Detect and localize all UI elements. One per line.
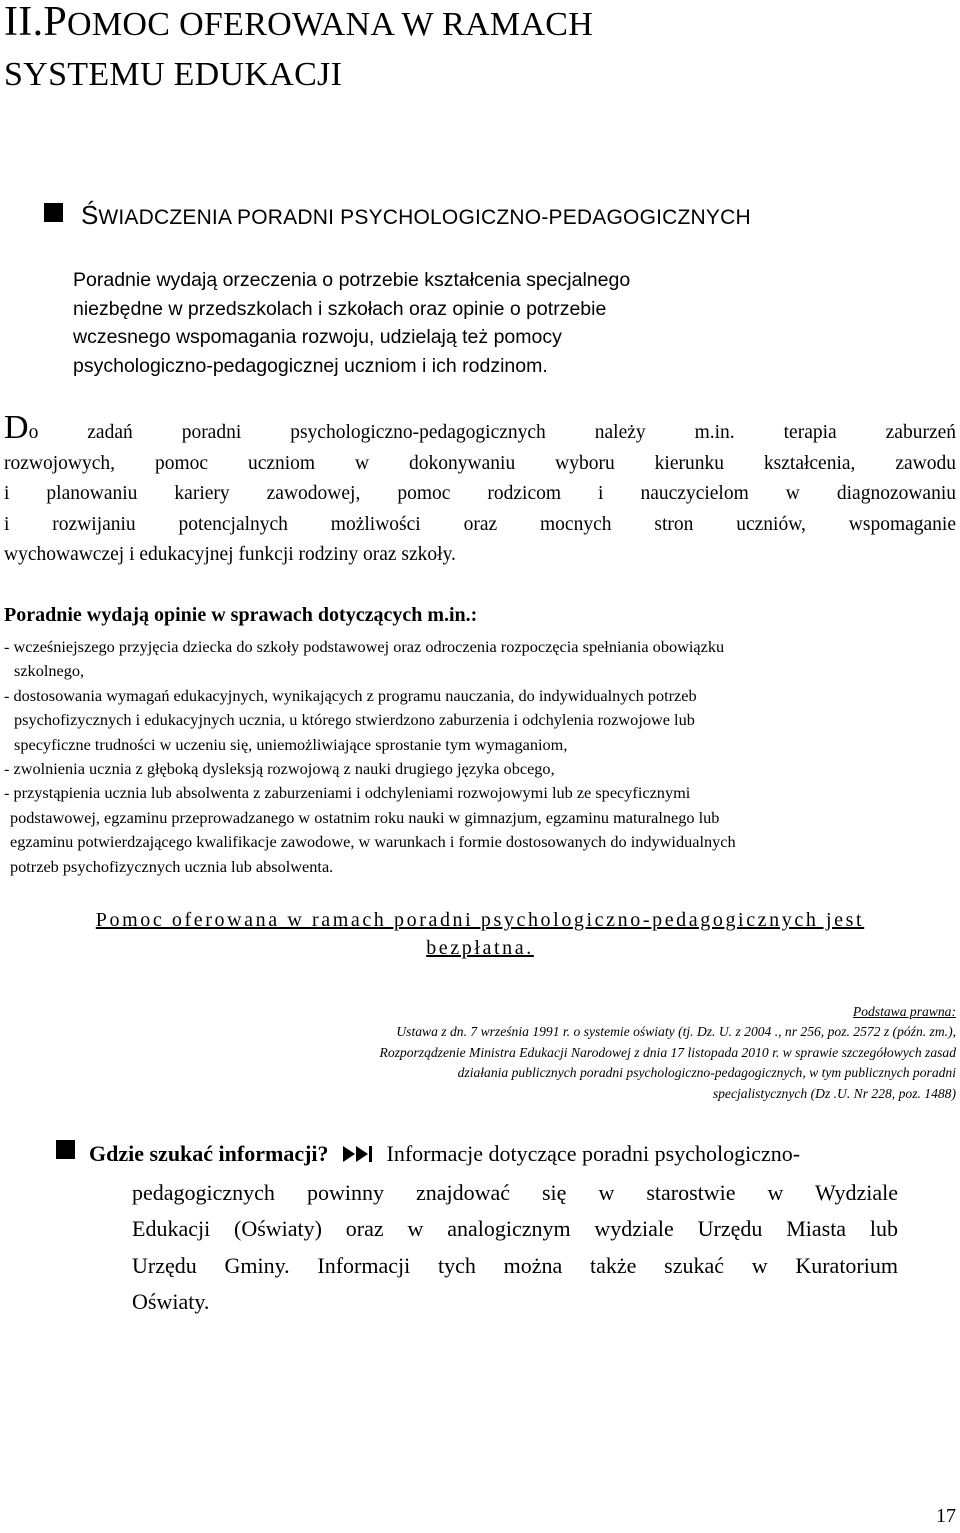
list-item: [4, 757, 956, 781]
info-section: [56, 1136, 898, 1321]
info-line: pedagogicznych powinny znajdować się w starostwie w Wydziale: [132, 1179, 898, 1205]
list-item-line: - zwolnienia ucznia z głęboką dysleksją rozwojową z nauki drugiego języka obcego,: [4, 759, 555, 779]
legal-basis-label: Podstawa prawna:: [852, 1004, 956, 1019]
paragraph-line: [4, 409, 956, 449]
paragraph-line-rest: o zadań poradni psychologiczno-pedagogicznych należy m.in. terapia zaburzeń: [28, 422, 956, 443]
opinions-heading: Poradnie wydają opinie w sprawach dotyczących m.in.:: [4, 604, 478, 626]
list-item-line: - dostosowania wymagań edukacyjnych, wynikających z programu nauczania, do indywidualnych potrzeb: [4, 685, 697, 705]
paragraph-line: wychowawczej i edukacyjnej funkcji rodziny oraz szkoły.: [4, 544, 456, 565]
free-help-line-1: Pomoc oferowana w ramach poradni psychologiczno-pedagogicznych jest: [95, 909, 865, 931]
list-item: [4, 635, 956, 684]
chapter-numeral: II.: [4, 0, 44, 45]
paragraph-line: psychologiczno-pedagogicznej uczniom i ich rodzinom.: [73, 354, 548, 377]
list-item: [4, 684, 956, 757]
list-item-line: szkolnego,: [14, 661, 85, 681]
legal-basis-line: Ustawa z dn. 7 września 1991 r. o systemie oświaty (tj. Dz. U. z 2004 ., nr 256, poz. 2572 z (późn. zm.),: [396, 1024, 956, 1040]
page-number: 17: [936, 1505, 956, 1527]
square-bullet-icon: [56, 1140, 75, 1159]
double-arrow-right-icon: [343, 1138, 373, 1175]
list-item-line: - przystąpienia ucznia lub absolwenta z zaburzeniami i odchyleniami rozwojowymi lub ze specyficznymi: [4, 783, 691, 803]
square-bullet-icon: [44, 203, 63, 222]
list-item-line: - wcześniejszego przyjęcia dziecka do szkoły podstawowej oraz odroczenia rozpoczęcia spełniania obowiązku: [4, 637, 725, 656]
list-item-line: specyficzne trudności w uczeniu się, uniemożliwiające sprostanie tym wymaganiom,: [14, 734, 568, 754]
chapter-title-line-2: SYSTEMU EDUKACJI: [4, 56, 343, 93]
paragraph-line: i rozwijaniu potencjalnych możliwości oraz mocnych stron uczniów, wspomaganie: [4, 513, 956, 535]
paragraph-intro: [73, 266, 893, 380]
opinions-list: [4, 635, 956, 879]
info-line: Urzędu Gminy. Informacji tych można także szukać w Kuratorium: [132, 1252, 898, 1278]
chapter-title-line-1-rest: OMOC OFEROWANA W RAMACH: [67, 6, 594, 43]
info-line-rest: Informacje dotyczące poradni psychologiczno-: [386, 1141, 801, 1166]
list-item-line: psychofizycznych i edukacyjnych ucznia, u którego stwierdzono zaburzenia i odchylenia rozwojowe lub: [14, 710, 695, 730]
list-item-line: egzaminu potwierdzającego kwalifikacje zawodowe, w warunkach i formie dostosowanych do indywidualnych: [10, 832, 736, 852]
free-help-line-2: bezpłatna.: [426, 937, 534, 959]
legal-basis-line: Rozporządzenie Ministra Edukacji Narodowej z dnia 17 listopada 2010 r. w sprawie szczegółowych zasad: [379, 1044, 956, 1060]
list-item-line: podstawowej, egzaminu przeprowadzanego w ostatnim roku nauki w gimnazjum, egzaminu maturalnego lub: [10, 807, 720, 827]
legal-basis-line: specjalistycznych (Dz .U. Nr 228, poz. 1488): [712, 1085, 956, 1101]
info-line: Oświaty.: [132, 1289, 210, 1314]
section-heading-initial: Ś: [81, 200, 99, 230]
chapter-title-line-1: [4, 0, 944, 47]
chapter-title-initial: P: [43, 0, 68, 45]
paragraph-line: wczesnego wspomagania rozwoju, udzielają też pomocy: [73, 326, 562, 348]
drop-cap-letter: D: [4, 409, 29, 446]
section-heading-rest: WIADCZENIA PORADNI PSYCHOLOGICZNO-PEDAGOGICZNYCH: [98, 206, 751, 229]
list-item: [4, 781, 956, 879]
info-question: Gdzie szukać informacji?: [89, 1141, 329, 1166]
section-heading-services: [44, 200, 944, 231]
paragraph-line: Poradnie wydają orzeczenia o potrzebie kształcenia specjalnego: [73, 269, 631, 291]
chapter-title: [4, 0, 944, 97]
legal-basis: [100, 1002, 956, 1104]
paragraph-line: niezbędne w przedszkolach i szkołach oraz opinie o potrzebie: [73, 297, 607, 320]
paragraph-line: i planowaniu kariery zawodowej, pomoc rodzicom i nauczycielom w diagnozowaniu: [4, 483, 956, 504]
paragraph-line: rozwojowych, pomoc uczniom w dokonywaniu wyboru kierunku kształcenia, zawodu: [4, 452, 956, 474]
info-line: [56, 1136, 898, 1175]
list-item-line: potrzeb psychofizycznych ucznia lub absolwenta.: [10, 856, 334, 876]
free-help-note: [4, 906, 956, 962]
info-line: Edukacji (Oświaty) oraz w analogicznym wydziale Urzędu Miasta lub: [132, 1216, 898, 1241]
legal-basis-line: działania publicznych poradni psychologiczno-pedagogicznych, w tym publicznych poradni: [457, 1065, 956, 1081]
paragraph-duties: [4, 409, 956, 571]
